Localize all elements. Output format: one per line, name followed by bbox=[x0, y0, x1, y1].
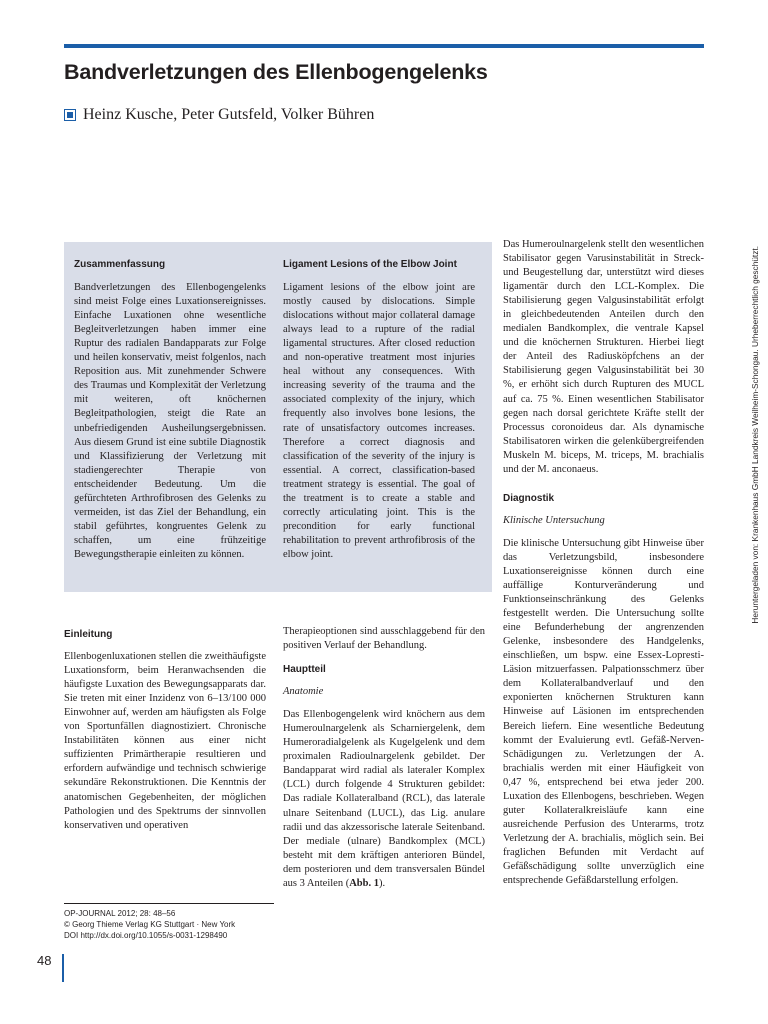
download-notice-text: Heruntergeladen von: Krankenhaus GmbH Landkreis Weilheim-Schongau. Urheberrechtlich geschützt. bbox=[750, 246, 760, 624]
column-left bbox=[64, 628, 266, 833]
section-heading-hauptteil: Hauptteil bbox=[283, 664, 326, 676]
anatomie-text-body: Das Ellenbogengelenk wird knöchern aus dem Humeroulnargelenk als Scharniergelenk, dem Humeroradialgelenk als Kugelgelenk und dem proximalen Radioulnargelenk gebildet. Der Bandapparat wird radial als lateraler Komplex (LCL) durch folgende 4 Strukturen gebildet: Das radiale Kollateralband (RCL), das laterale ulnare Seitenband (LUCL), das Lig. anulare radii und das akzessorische laterale Seitenband. Der mediale (ulnare) Bandkomplex (MCL) besteht mit dem kräftigen anterioren Bündel, dem posterioren und dem transversalen Bündel aus 3 Anteilen ( bbox=[283, 709, 485, 889]
publisher-line: © Georg Thieme Verlag KG Stuttgart · New York bbox=[64, 920, 236, 930]
doi-line: DOI http://dx.doi.org/10.1055/s-0031-1298490 bbox=[64, 931, 228, 941]
abstract-english-text: Ligament lesions of the elbow joint are mostly caused by dislocations. Simple dislocations without major collateral damage always lead to a rupture of the radial ligamental structures. After closed reduction and non-operative treatment most injuries heal without any consequences. With increasing severity of the trauma and the associated complexity of the injury, which frequently also involves bone lesions, the rate of unsatisfactory outcomes increases. Therefore a correct diagnosis and classification of the severity of the injury is essential. A correct, classification-based treatment strategy is essential. The goal of the treatment is to create a stable and correctly articulating joint. This is the precondition for early functional rehabilitation to prevent arthrofibrosis of the elbow joint. bbox=[283, 282, 475, 560]
subsection-heading-anatomie: Anatomie bbox=[283, 686, 324, 698]
page-number: 48 bbox=[37, 953, 52, 968]
section-heading-diagnostik: Diagnostik bbox=[503, 492, 555, 504]
clinical-exam-text: Die klinische Untersuchung gibt Hinweise über das Verletzungsbild, insbesondere Luxationsereignisse können durch eine auffällige Konturveränderung und Funktionseinschränkung des Gelenks festgestellt werden. Die Untersuchung sollte eine Befunderhebung der angrenzenden Gelenke, insbesondere des Handgelenks, einschließen, um bspw. eine Essex-Lopresti-Läsion mitzuerfassen. Palpationsschmerz über dem Kollateralbandverlauf und den exponierten knöchernen Strukturen kann Hinweise auf Läsionen im entsprechenden Bereich liefern. Eine wesentliche Bedeutung kommt der Evaluierung evtl. Gefäß-Nerven-Schädigungen zu. Verletzungen der A. brachialis werden mit einer Häufigkeit von 0,47 %, entsprechend bei etwa jeder 200. Luxation des Ellenbogens, beschrieben. Wegen guter Kollateralkreisläufe kann eine ausreichende Perfusion des Unterarms, trotz Verletzung der A. brachialis, möglich sein. Bei fraglichen Befunden mit Verdacht auf Gefäßschädigung sollte unverzüglich eine entsprechende Gefäßdarstellung erfolgen. bbox=[503, 537, 704, 887]
citation-footer bbox=[64, 903, 274, 942]
abstract-german bbox=[74, 258, 266, 562]
journal-citation: OP-JOURNAL 2012; 28: 48–56 bbox=[64, 909, 176, 918]
article-title: Bandverletzungen des Ellenbogengelenks bbox=[64, 60, 488, 84]
abstract-german-heading: Zusammenfassung bbox=[74, 259, 166, 270]
anatomie-text-end: ). bbox=[378, 877, 386, 889]
subsection-heading-klinische-untersuchung: Klinische Untersuchung bbox=[503, 514, 605, 526]
abstract-german-text: Bandverletzungen des Ellenbogengelenks sind meist Folge eines Luxationsereignisses. Einfache Luxationen ohne wesentliche Begleitverletzungen haben immer eine Ruptur des radialen Bandapparats zur Folge und heilen konservativ, meist folgenlos, nach Reposition aus. Mit zunehmender Schwere des Traumas und Komplexität der Verletzung mit weiteren, oft knöchernen Begleitpathologien, steigt die Rate an unbefriedigenden Ausheilungsergebnissen. Aus diesem Grund ist eine subtile Diagnostik und Klassifizierung der Verletzung mit stadiengerechter Therapie von entscheidender Bedeutung. Um die gefürchteten Arthrofibrosen des Gelenks zu vermeiden, ist das Ziel der Behandlung, ein stabil geführtes, kongruentes Gelenk zu schaffen, um eine frühzeitige Bewegungstherapie einleiten zu können. bbox=[74, 282, 266, 560]
header-rule bbox=[64, 44, 704, 48]
download-notice bbox=[750, 246, 768, 1006]
section-heading-einleitung: Einleitung bbox=[64, 629, 113, 640]
therapy-continuation-text: Therapieoptionen sind ausschlaggebend für den positiven Verlauf der Behandlung. bbox=[283, 626, 485, 652]
column-middle bbox=[283, 625, 485, 891]
anatomie-text bbox=[283, 708, 485, 891]
einleitung-text: Ellenbogenluxationen stellen die zweithäufigste Luxationsform, beim Heranwachsenden die häufigste Luxation des Bewegungsapparats dar. Sie treten mit einer Inzidenz von 6–13/100 000 Einwohner auf, werden am häufigsten als Folge von Sportunfällen diagnostiziert. Chronische Instabilitäten können aus einer nicht suffizienten Primärtherapie resultieren und erfordern aufwändige und technisch schwierige sekundäre Rekonstruktionen. Die Kenntnis der anatomischen Gegebenheiten, der möglichen Pathologien und des Spektrums der sinnvollen konservativen und operativen bbox=[64, 651, 266, 831]
author-line bbox=[64, 106, 374, 124]
abstract-english-heading: Ligament Lesions of the Elbow Joint bbox=[283, 259, 457, 270]
stabilisation-text: Das Humeroulnargelenk stellt den wesentlichen Stabilisator gegen Varusinstabilität in Streck- und Beugestellung dar, unterstützt wird dieses ligamentär durch den LCL-Komplex. Die Stabilisierung gegen Valgusinstabilität erfolgt in gleichbedeutenden Anteilen durch den medialen Bandkomplex, die ventrale Kapsel und die knöchernen Strukturen. Hierbei liegt der Anteil des Radiusköpfchens an der Stabilisierung gegen Valgusinstabilität bei 30 %, er erhöht sich durch Rupturen des MUCL auf ca. 75 %. Einen wesentlichen Stabilisator gegen nach dorsal gerichtete Kräfte stellt der Processus coronoideus dar. Als dynamische Stabilisatoren wirken die gelenkübergreifenden Muskeln M. biceps, M. triceps, M. brachialis und der M. anconaeus. bbox=[503, 239, 704, 475]
abstract-english bbox=[283, 258, 475, 562]
page-number-rule bbox=[62, 954, 64, 982]
authors: Heinz Kusche, Peter Gutsfeld, Volker Bühren bbox=[83, 106, 375, 123]
author-square-icon bbox=[64, 109, 76, 121]
figure-reference: Abb. 1 bbox=[349, 877, 379, 889]
column-right bbox=[503, 238, 704, 888]
